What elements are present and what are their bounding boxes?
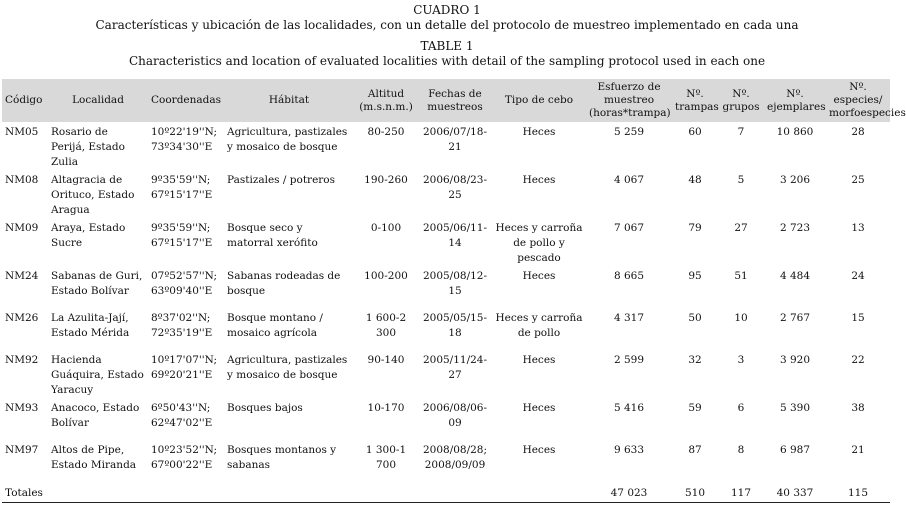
table-header [2,79,906,122]
cell-altitud: 0-100 [370,222,402,234]
cell-habitat: Bosque montano / mosaico agrícola [227,312,323,339]
table-row [2,266,890,308]
caption-en-title: Characteristics and location of evaluated localities with detail of the sampling protocol used in each one [128,54,766,68]
table-row [2,308,890,350]
cell-coordenadas: 9º35'59''N; 67º15'17''E [151,222,213,249]
cell-localidad: La Azulita-Jají, Estado Mérida [51,312,130,339]
cell-localidad: Altagracia de Orituco, Estado Aragua [51,174,135,216]
cell-localidad: Hacienda Guáquira, Estado Yaracuy [51,354,144,396]
cell-habitat: Pastizales / potreros [227,174,336,186]
cell-codigo: NM97 [5,444,39,456]
cell-coordenadas: 10º23'52''N; 67º00'22''E [151,444,218,471]
cell-fechas: 2005/08/12-15 [422,270,488,297]
cell-codigo: NM24 [5,270,39,282]
table-body [2,122,890,503]
empty-cell [224,482,354,503]
cell-especies: 24 [851,270,865,282]
cell-grupos: 10 [734,312,748,324]
total-trampas: 510 [672,482,718,503]
column-header-especies: Nº. especies/ morfoespecies [826,79,890,122]
cell-codigo: NM92 [5,354,39,366]
cell-ejemplares: 4 484 [779,270,811,282]
cell-codigo: NM08 [5,174,39,186]
cell-localidad: Rosario de Perijá, Estado Zulia [51,126,125,168]
cell-fechas: 2005/05/15-18 [422,312,488,339]
cell-ejemplares: 2 767 [779,312,811,324]
empty-cell [148,482,224,503]
empty-cell [48,482,148,503]
table-row [2,398,890,440]
cell-localidad: Altos de Pipe, Estado Miranda [51,444,137,471]
cell-tipo-cebo: Heces [522,402,556,414]
cell-esfuerzo: 7 067 [613,222,645,234]
cell-trampas: 95 [688,270,702,282]
cell-especies: 15 [851,312,865,324]
cell-tipo-cebo: Heces [522,174,556,186]
column-header-codigo: Código [2,79,48,122]
cell-esfuerzo: 2 599 [613,354,645,366]
cell-grupos: 7 [737,126,745,138]
cell-trampas: 79 [688,222,702,234]
column-header-habitat: Hábitat [224,79,354,122]
cell-tipo-cebo: Heces y carroña de pollo y pescado [495,222,583,264]
cell-altitud: 1 300-1 700 [365,444,407,471]
caption-es-label: CUADRO 1 [413,3,481,17]
cell-esfuerzo: 4 067 [613,174,645,186]
total-ejemplares: 40 337 [764,482,826,503]
cell-coordenadas: 6º50'43''N; 62º47'02''E [151,402,213,429]
cell-ejemplares: 3 206 [779,174,811,186]
column-header-esfuerzo: Esfuerzo de muestreo (horas*trampa) [586,79,672,122]
cell-fechas: 2006/07/18-21 [422,126,488,153]
cell-tipo-cebo: Heces [522,354,556,366]
cell-codigo: NM09 [5,222,39,234]
cell-habitat: Sabanas rodeadas de bosque [227,270,341,297]
cell-ejemplares: 6 987 [779,444,811,456]
table-row [2,440,890,482]
total-especies: 115 [826,482,890,503]
cell-habitat: Bosque seco y matorral xerófito [227,222,318,249]
caption-en-label: TABLE 1 [420,39,474,53]
column-header-trampas: Nº. trampas [672,79,718,122]
cell-fechas: 2005/06/11-14 [422,222,488,249]
cell-codigo: NM05 [5,126,39,138]
cell-altitud: 80-250 [367,126,405,138]
cell-habitat: Bosques montanos y sabanas [227,444,337,471]
cell-altitud: 190-260 [364,174,408,186]
cell-fechas: 2006/08/06-09 [422,402,488,429]
cell-especies: 13 [851,222,865,234]
cell-trampas: 50 [688,312,702,324]
localities-table [2,79,906,503]
column-header-localidad: Localidad [48,79,148,122]
cell-codigo: NM93 [5,402,39,414]
cell-fechas: 2008/08/28; 2008/09/09 [422,444,488,471]
cell-ejemplares: 5 390 [779,402,811,414]
empty-cell [354,482,418,503]
cell-habitat: Agricultura, pastizales y mosaico de bosque [227,354,348,381]
cell-trampas: 48 [688,174,702,186]
cell-tipo-cebo: Heces [522,126,556,138]
totals-row [2,482,890,503]
cell-altitud: 1 600-2 300 [365,312,407,339]
empty-cell [492,482,586,503]
table-row [2,350,890,398]
cell-localidad: Anacoco, Estado Bolívar [51,402,140,429]
column-header-altitud: Altitud (m.s.n.m.) [354,79,418,122]
cell-esfuerzo: 5 259 [613,126,645,138]
cell-altitud: 100-200 [364,270,408,282]
cell-ejemplares: 3 920 [779,354,811,366]
cell-trampas: 87 [688,444,702,456]
cell-coordenadas: 9º35'59''N; 67º15'17''E [151,174,213,201]
column-header-fechas: Fechas de muestreos [418,79,492,122]
cell-grupos: 51 [734,270,748,282]
cell-esfuerzo: 9 633 [613,444,645,456]
cell-tipo-cebo: Heces y carroña de pollo [495,312,583,339]
cell-especies: 28 [851,126,865,138]
cell-coordenadas: 07º52'57''N; 63º09'40''E [151,270,218,297]
table-row [2,122,890,170]
cell-habitat: Bosques bajos [227,402,303,414]
cell-esfuerzo: 8 665 [613,270,645,282]
cell-esfuerzo: 4 317 [613,312,645,324]
caption-es-title: Características y ubicación de las localidades, con un detalle del protocolo de muestreo implementado en cada una [95,18,799,32]
cell-localidad: Sabanas de Guri, Estado Bolívar [51,270,143,297]
cell-habitat: Agricultura, pastizales y mosaico de bosque [227,126,348,153]
column-header-coordenadas: Coordenadas [148,79,224,122]
cell-especies: 21 [851,444,865,456]
cell-coordenadas: 10º22'19''N; 73º34'30''E [151,126,218,153]
cell-tipo-cebo: Heces [522,444,556,456]
column-header-grupos: Nº. grupos [718,79,764,122]
cell-trampas: 60 [688,126,702,138]
cell-tipo-cebo: Heces [522,270,556,282]
table-row [2,170,890,218]
cell-fechas: 2005/11/24-27 [422,354,488,381]
cell-grupos: 5 [737,174,745,186]
cell-codigo: NM26 [5,312,39,324]
cell-especies: 22 [851,354,865,366]
cell-especies: 25 [851,174,865,186]
table-row [2,218,890,266]
cell-coordenadas: 10º17'07''N; 69º20'21''E [151,354,218,381]
cell-altitud: 90-140 [367,354,405,366]
column-header-tipo-cebo: Tipo de cebo [492,79,586,122]
totals-label: Totales [2,482,48,503]
cell-grupos: 8 [737,444,745,456]
cell-trampas: 59 [688,402,702,414]
column-header-ejemplares: Nº. ejemplares [764,79,826,122]
cell-ejemplares: 10 860 [776,126,814,138]
cell-grupos: 6 [737,402,745,414]
total-esfuerzo: 47 023 [586,482,672,503]
empty-cell [418,482,492,503]
cell-ejemplares: 2 723 [779,222,811,234]
cell-coordenadas: 8º37'02''N; 72º35'19''E [151,312,213,339]
cell-grupos: 27 [734,222,748,234]
cell-esfuerzo: 5 416 [613,402,645,414]
cell-fechas: 2006/08/23-25 [422,174,488,201]
cell-trampas: 32 [688,354,702,366]
cell-especies: 38 [851,402,865,414]
cell-grupos: 3 [737,354,745,366]
cell-localidad: Araya, Estado Sucre [51,222,126,249]
total-grupos: 117 [718,482,764,503]
cell-altitud: 10-170 [367,402,405,414]
